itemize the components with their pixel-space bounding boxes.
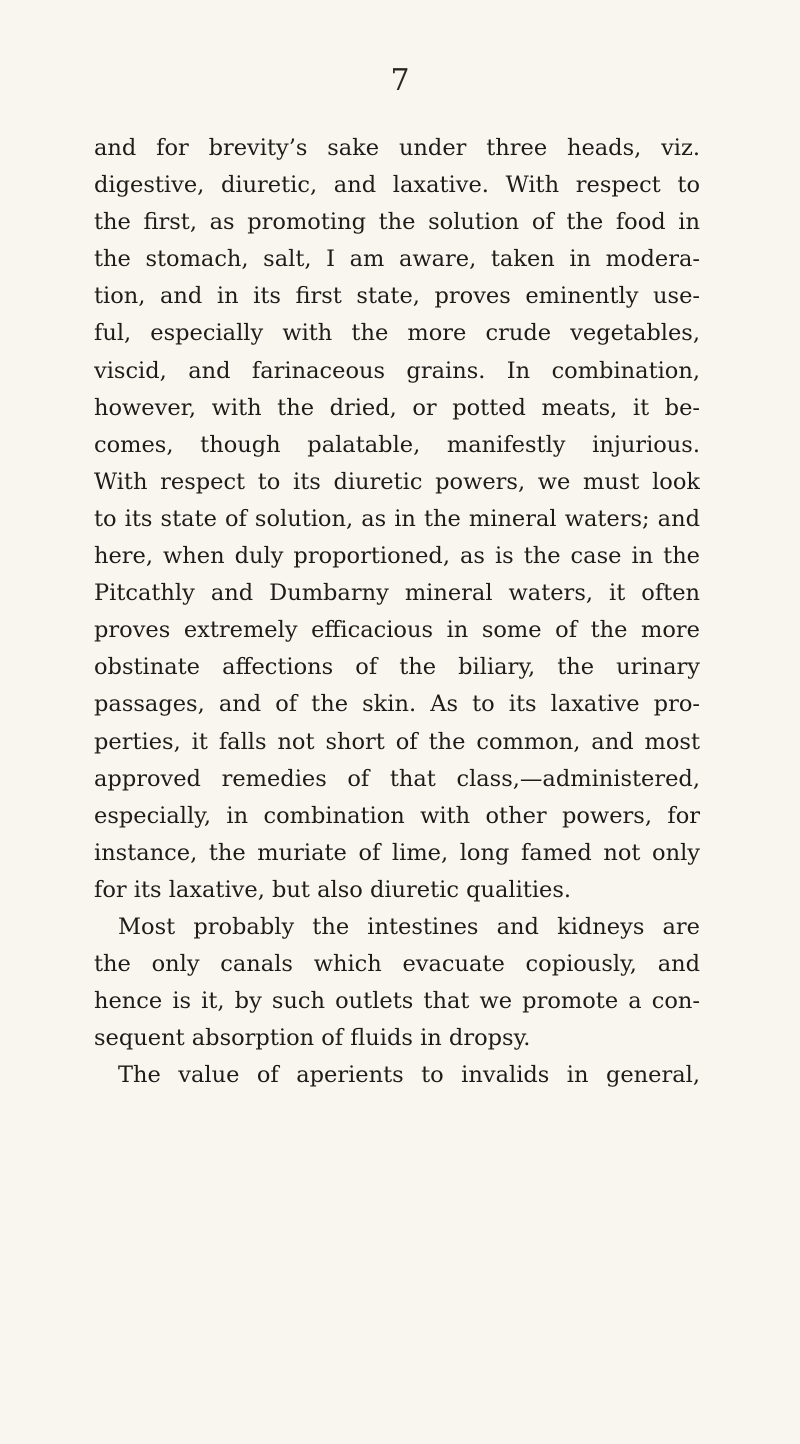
text-line: however, with the dried, or potted meats, it be- — [94, 394, 700, 421]
text-line: hence is it, by such outlets that we promote a con- — [94, 988, 700, 1015]
text-line: passages, and of the skin. As to its laxative pro- — [94, 691, 700, 718]
page-number: 7 — [390, 63, 410, 98]
text-line: digestive, diuretic, and laxative. With respect to — [94, 172, 700, 199]
text-line: With respect to its diuretic powers, we must look — [94, 468, 700, 495]
text-line: approved remedies of that class,—administered, — [94, 765, 700, 792]
text-line: here, when duly proportioned, as is the case in the — [94, 543, 700, 570]
text-line: especially, in combination with other powers, for — [94, 802, 700, 829]
text-line: instance, the muriate of lime, long famed not only — [94, 839, 700, 866]
text-line: obstinate affections of the biliary, the urinary — [94, 654, 700, 681]
text-line: and for brevity’s sake under three heads, viz. — [94, 135, 700, 161]
text-line: ful, especially with the more crude vegetables, — [94, 320, 700, 347]
text-line: Most probably the intestines and kidneys are — [118, 913, 700, 940]
text-line: perties, it falls not short of the common, and most — [94, 728, 700, 755]
text-line: the first, as promoting the solution of the food in — [94, 209, 700, 236]
text-line: tion, and in its first state, proves eminently use- — [94, 283, 700, 310]
body-text — [94, 130, 700, 1094]
text-line: for its laxative, but also diuretic qualities. — [94, 876, 572, 903]
text-line: sequent absorption of fluids in dropsy. — [94, 1025, 531, 1052]
text-line: The value of aperients to invalids in general, — [118, 1062, 700, 1089]
text-line: proves extremely efficacious in some of the more — [94, 617, 700, 644]
text-line: comes, though palatable, manifestly injurious. — [94, 431, 700, 458]
text-line: viscid, and farinaceous grains. In combination, — [94, 357, 700, 384]
text-line: to its state of solution, as in the mineral waters; and — [94, 505, 700, 532]
text-line: the only canals which evacuate copiously, and — [94, 951, 700, 978]
text-line: the stomach, salt, I am aware, taken in modera- — [94, 246, 700, 273]
text-line: Pitcathly and Dumbarny mineral waters, it often — [94, 580, 700, 607]
